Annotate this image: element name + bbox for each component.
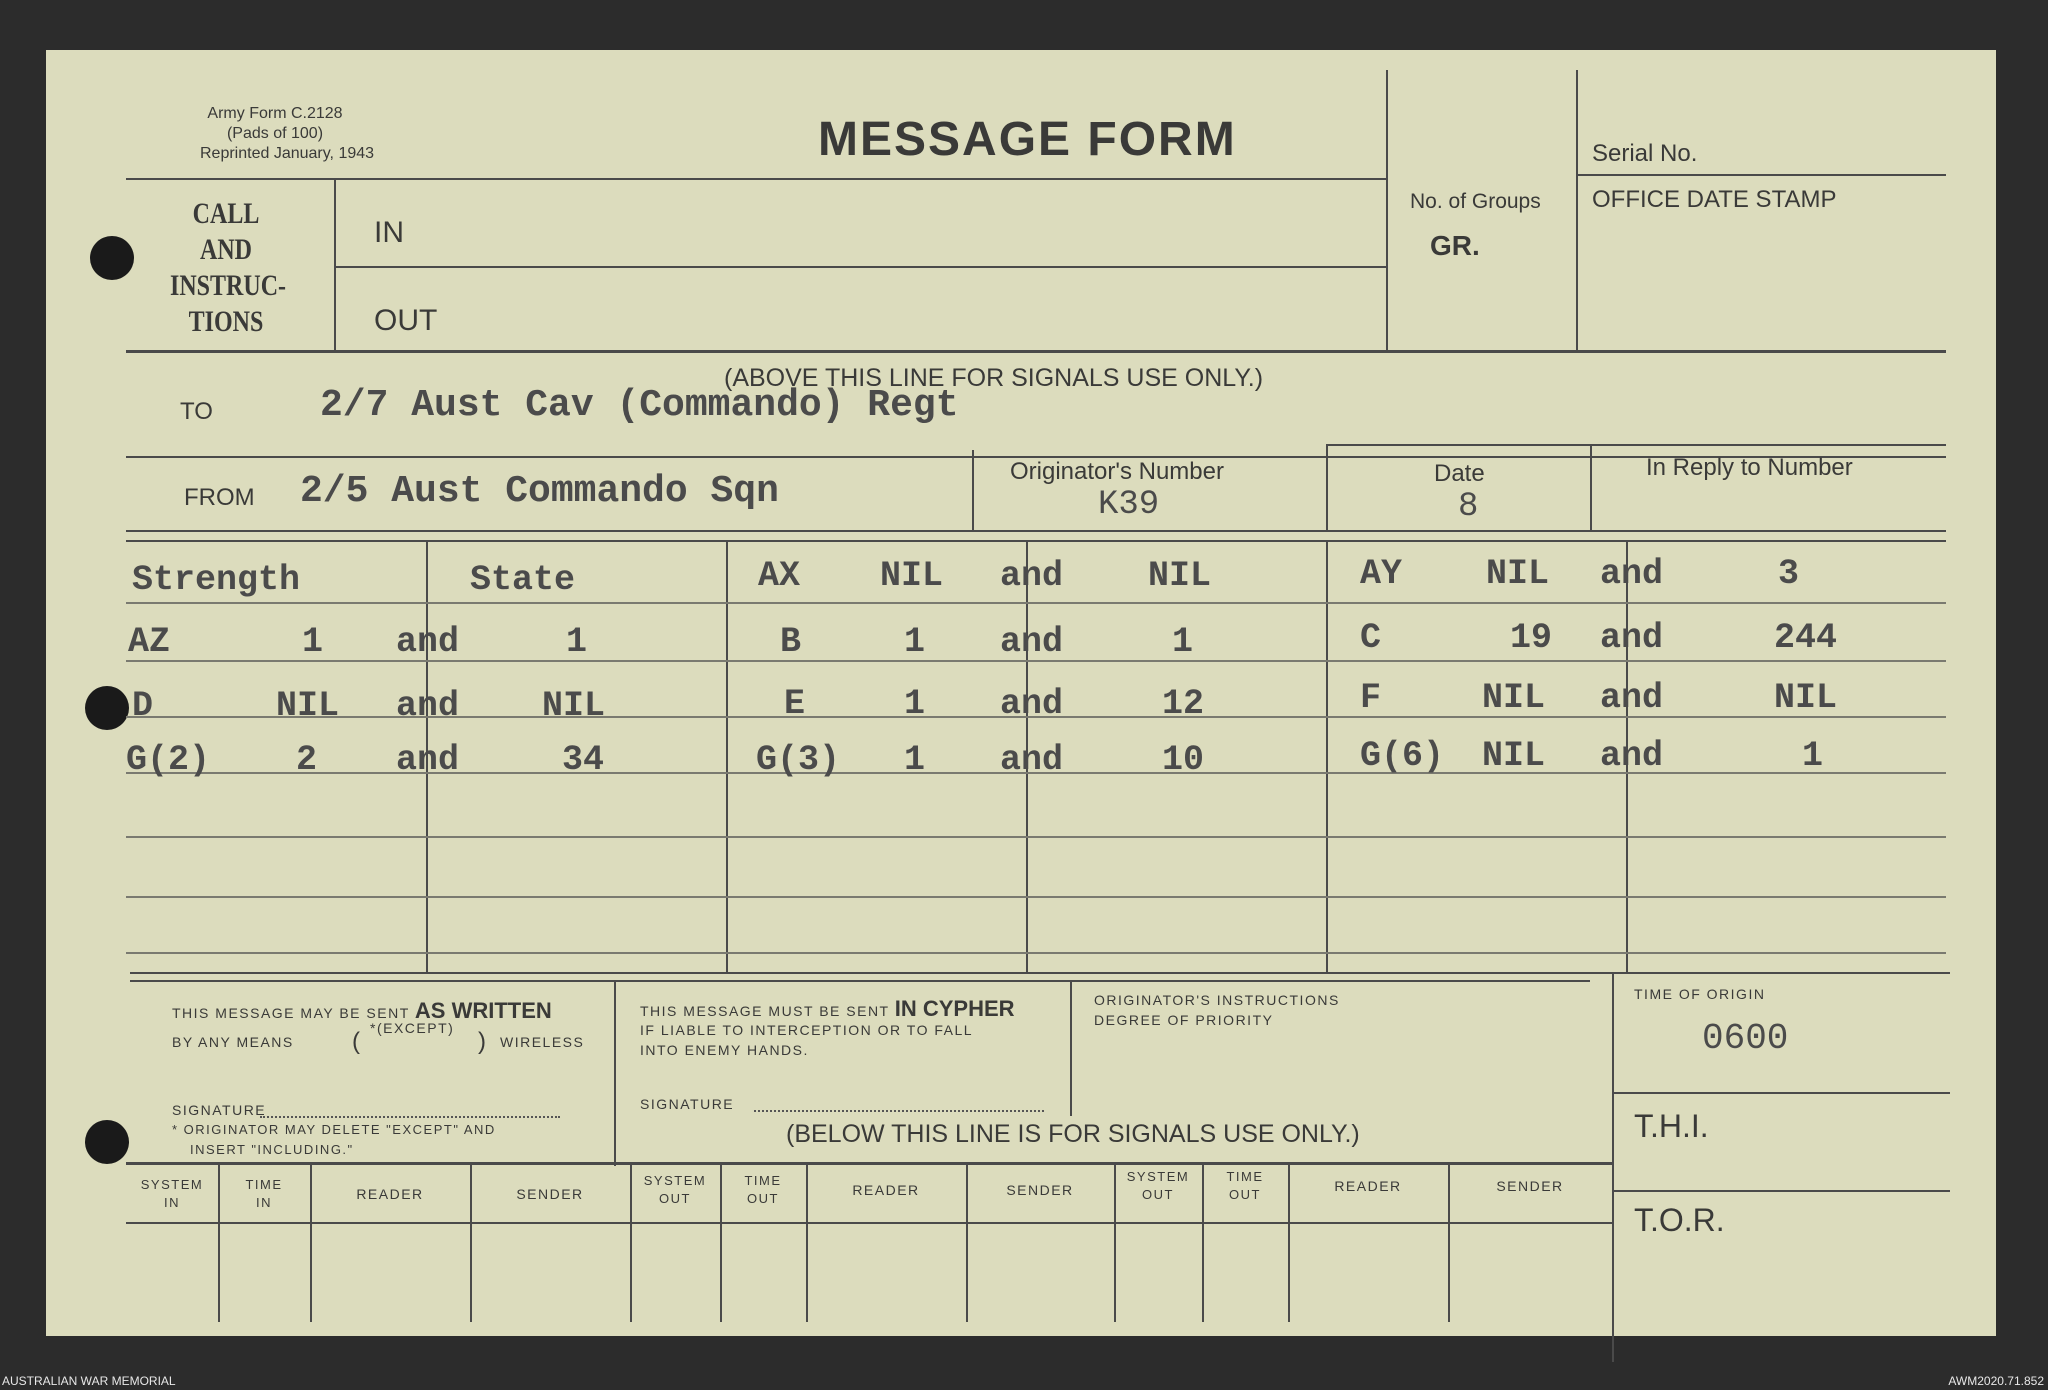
below-line-note: (BELOW THIS LINE IS FOR SIGNALS USE ONLY.) bbox=[786, 1120, 1360, 1148]
log-header-system-out bbox=[630, 1172, 720, 1208]
cell-value: 1 bbox=[904, 622, 926, 662]
as-written-emphasis: AS WRITTEN bbox=[414, 998, 552, 1023]
punch-hole bbox=[85, 1120, 129, 1164]
cypher-line: IF LIABLE TO INTERCEPTION OR TO FALL bbox=[640, 1022, 974, 1038]
signature-label: SIGNATURE bbox=[172, 1102, 267, 1118]
punch-hole bbox=[90, 236, 134, 280]
log-header-time-in bbox=[218, 1176, 310, 1212]
cypher-signature-label: SIGNATURE bbox=[640, 1096, 735, 1112]
cell-value: NIL bbox=[880, 556, 944, 596]
date-label: Date bbox=[1434, 460, 1485, 487]
log-header-reader: READER bbox=[852, 1182, 920, 1198]
cell-value: 10 bbox=[1162, 740, 1205, 780]
in-reply-to-number-label: In Reply to Number bbox=[1646, 454, 1853, 481]
cell-value: NIL bbox=[1148, 556, 1212, 596]
from-value: 2/5 Aust Commando Sqn bbox=[300, 470, 779, 513]
cell-and: and bbox=[1600, 736, 1664, 776]
log-header-system-in bbox=[126, 1176, 218, 1212]
cell-value: 19 bbox=[1510, 618, 1553, 658]
log-header-line: IN bbox=[164, 1195, 180, 1210]
cypher-emphasis: IN CYPHER bbox=[894, 996, 1015, 1021]
reprint-note: Reprinted January, 1943 bbox=[200, 145, 375, 162]
cell-and: and bbox=[1600, 618, 1664, 658]
message-form-sheet bbox=[46, 50, 1996, 1336]
cell-label: C bbox=[1360, 618, 1382, 658]
cell-and: and bbox=[1000, 740, 1064, 780]
cell-label: D bbox=[132, 686, 154, 726]
originators-number-label: Originator's Number bbox=[1010, 458, 1224, 485]
log-header-line: SYSTEM bbox=[1126, 1169, 1190, 1184]
cypher-signature-line[interactable] bbox=[754, 1110, 1044, 1112]
cell-value: 12 bbox=[1162, 684, 1205, 724]
log-header-line: TIME bbox=[1226, 1169, 1264, 1184]
cell-and: and bbox=[1000, 684, 1064, 724]
from-label: FROM bbox=[184, 484, 255, 511]
cell-value: 34 bbox=[562, 740, 605, 780]
log-header-time-out bbox=[720, 1172, 806, 1208]
log-header-system-out bbox=[1114, 1168, 1202, 1204]
page-title: MESSAGE FORM bbox=[818, 113, 1237, 166]
log-header-line: OUT bbox=[747, 1191, 779, 1206]
groups-label: No. of Groups bbox=[1410, 190, 1541, 213]
by-any-means-label: BY ANY MEANS bbox=[172, 1034, 294, 1050]
cell-label: G(2) bbox=[126, 740, 211, 780]
cell-value: NIL bbox=[276, 686, 340, 726]
footer-accession-number: AWM2020.71.852 bbox=[1948, 1374, 2044, 1388]
originators-number-value: K39 bbox=[1098, 486, 1160, 524]
in-label: IN bbox=[374, 216, 404, 249]
footer-credit: AUSTRALIAN WAR MEMORIAL bbox=[2, 1374, 176, 1388]
cell-value: 1 bbox=[566, 622, 588, 662]
cypher-line: INTO ENEMY HANDS. bbox=[640, 1042, 809, 1058]
form-number: Army Form C.2128 bbox=[207, 105, 343, 122]
log-header-line: OUT bbox=[659, 1191, 691, 1206]
log-header-sender: SENDER bbox=[516, 1186, 584, 1202]
call-line: CALL bbox=[192, 197, 260, 230]
cell-value: NIL bbox=[1774, 678, 1838, 718]
cell-value: 244 bbox=[1774, 618, 1838, 658]
gr-label: GR. bbox=[1430, 230, 1480, 261]
to-value: 2/7 Aust Cav (Commando) Regt bbox=[320, 384, 959, 427]
to-label: TO bbox=[180, 398, 213, 425]
log-header-line: SYSTEM bbox=[643, 1173, 707, 1188]
log-header-time-out bbox=[1202, 1168, 1288, 1204]
call-line: INSTRUC- bbox=[170, 269, 287, 302]
strength-word: Strength bbox=[132, 560, 301, 600]
cell-and: and bbox=[396, 740, 460, 780]
cell-label: G(6) bbox=[1360, 736, 1445, 776]
log-header-line: SYSTEM bbox=[140, 1177, 204, 1192]
time-of-origin-value: 0600 bbox=[1702, 1018, 1789, 1059]
thi-label: T.H.I. bbox=[1634, 1108, 1709, 1144]
cell-value: 3 bbox=[1778, 554, 1800, 594]
date-value: 8 bbox=[1458, 488, 1479, 526]
bracket-close: ) bbox=[478, 1028, 486, 1055]
bracket-open: ( bbox=[352, 1028, 360, 1055]
degree-of-priority-label: DEGREE OF PRIORITY bbox=[1094, 1012, 1274, 1028]
time-of-origin-label: TIME OF ORIGIN bbox=[1634, 986, 1766, 1002]
cell-label: G(3) bbox=[756, 740, 841, 780]
cell-and: and bbox=[1000, 556, 1064, 596]
log-header-line: TIME bbox=[245, 1177, 283, 1192]
signature-line[interactable] bbox=[260, 1116, 560, 1118]
as-written-text bbox=[172, 998, 552, 1024]
serial-number-label: Serial No. bbox=[1592, 140, 1698, 167]
cell-label: AX bbox=[758, 556, 801, 596]
office-date-stamp-label: OFFICE DATE STAMP bbox=[1592, 186, 1837, 213]
cell-value: 1 bbox=[904, 740, 926, 780]
as-written-intro: THIS MESSAGE MAY BE SENT bbox=[172, 1005, 410, 1021]
cell-label: B bbox=[780, 622, 802, 662]
call-line: TIONS bbox=[188, 305, 264, 338]
originators-instructions-label: ORIGINATOR'S INSTRUCTIONS bbox=[1094, 992, 1340, 1008]
cypher-text bbox=[640, 996, 1015, 1022]
form-reference bbox=[200, 104, 375, 164]
cell-and: and bbox=[1600, 554, 1664, 594]
punch-hole bbox=[85, 686, 129, 730]
cell-value: 2 bbox=[296, 740, 318, 780]
cell-value: 1 bbox=[1802, 736, 1824, 776]
cell-label: AZ bbox=[128, 622, 171, 662]
log-header-line: IN bbox=[256, 1195, 272, 1210]
cypher-intro: THIS MESSAGE MUST BE SENT bbox=[640, 1003, 890, 1019]
cell-and: and bbox=[396, 686, 460, 726]
out-label: OUT bbox=[374, 304, 438, 337]
cell-and: and bbox=[1000, 622, 1064, 662]
cell-value: NIL bbox=[1482, 678, 1546, 718]
cell-value: 1 bbox=[904, 684, 926, 724]
log-header-sender: SENDER bbox=[1006, 1182, 1074, 1198]
cell-label: AY bbox=[1360, 554, 1403, 594]
log-header-reader: READER bbox=[1334, 1178, 1402, 1194]
pads-note: (Pads of 100) bbox=[226, 125, 324, 142]
wireless-label: WIRELESS bbox=[500, 1034, 585, 1050]
cell-and: and bbox=[396, 622, 460, 662]
above-line-note: (ABOVE THIS LINE FOR SIGNALS USE ONLY.) bbox=[724, 364, 1264, 392]
tor-label: T.O.R. bbox=[1634, 1202, 1725, 1238]
call-and-instructions-label bbox=[170, 196, 287, 340]
except-label: *(EXCEPT) bbox=[370, 1020, 455, 1036]
cell-value: 1 bbox=[1172, 622, 1194, 662]
log-header-line: OUT bbox=[1229, 1187, 1261, 1202]
cell-value: 1 bbox=[302, 622, 324, 662]
log-header-line: TIME bbox=[744, 1173, 782, 1188]
originator-note-cont: INSERT "INCLUDING." bbox=[190, 1142, 354, 1157]
cell-and: and bbox=[1600, 678, 1664, 718]
log-header-line: OUT bbox=[1142, 1187, 1174, 1202]
log-header-sender: SENDER bbox=[1496, 1178, 1564, 1194]
originator-note: * ORIGINATOR MAY DELETE "EXCEPT" AND bbox=[172, 1122, 496, 1137]
log-header-reader: READER bbox=[356, 1186, 424, 1202]
cell-label: F bbox=[1360, 678, 1382, 718]
cell-label: E bbox=[784, 684, 806, 724]
cell-value: NIL bbox=[1486, 554, 1550, 594]
cell-value: NIL bbox=[1482, 736, 1546, 776]
state-word: State bbox=[470, 560, 576, 600]
call-line: AND bbox=[200, 233, 252, 266]
cell-value: NIL bbox=[542, 686, 606, 726]
